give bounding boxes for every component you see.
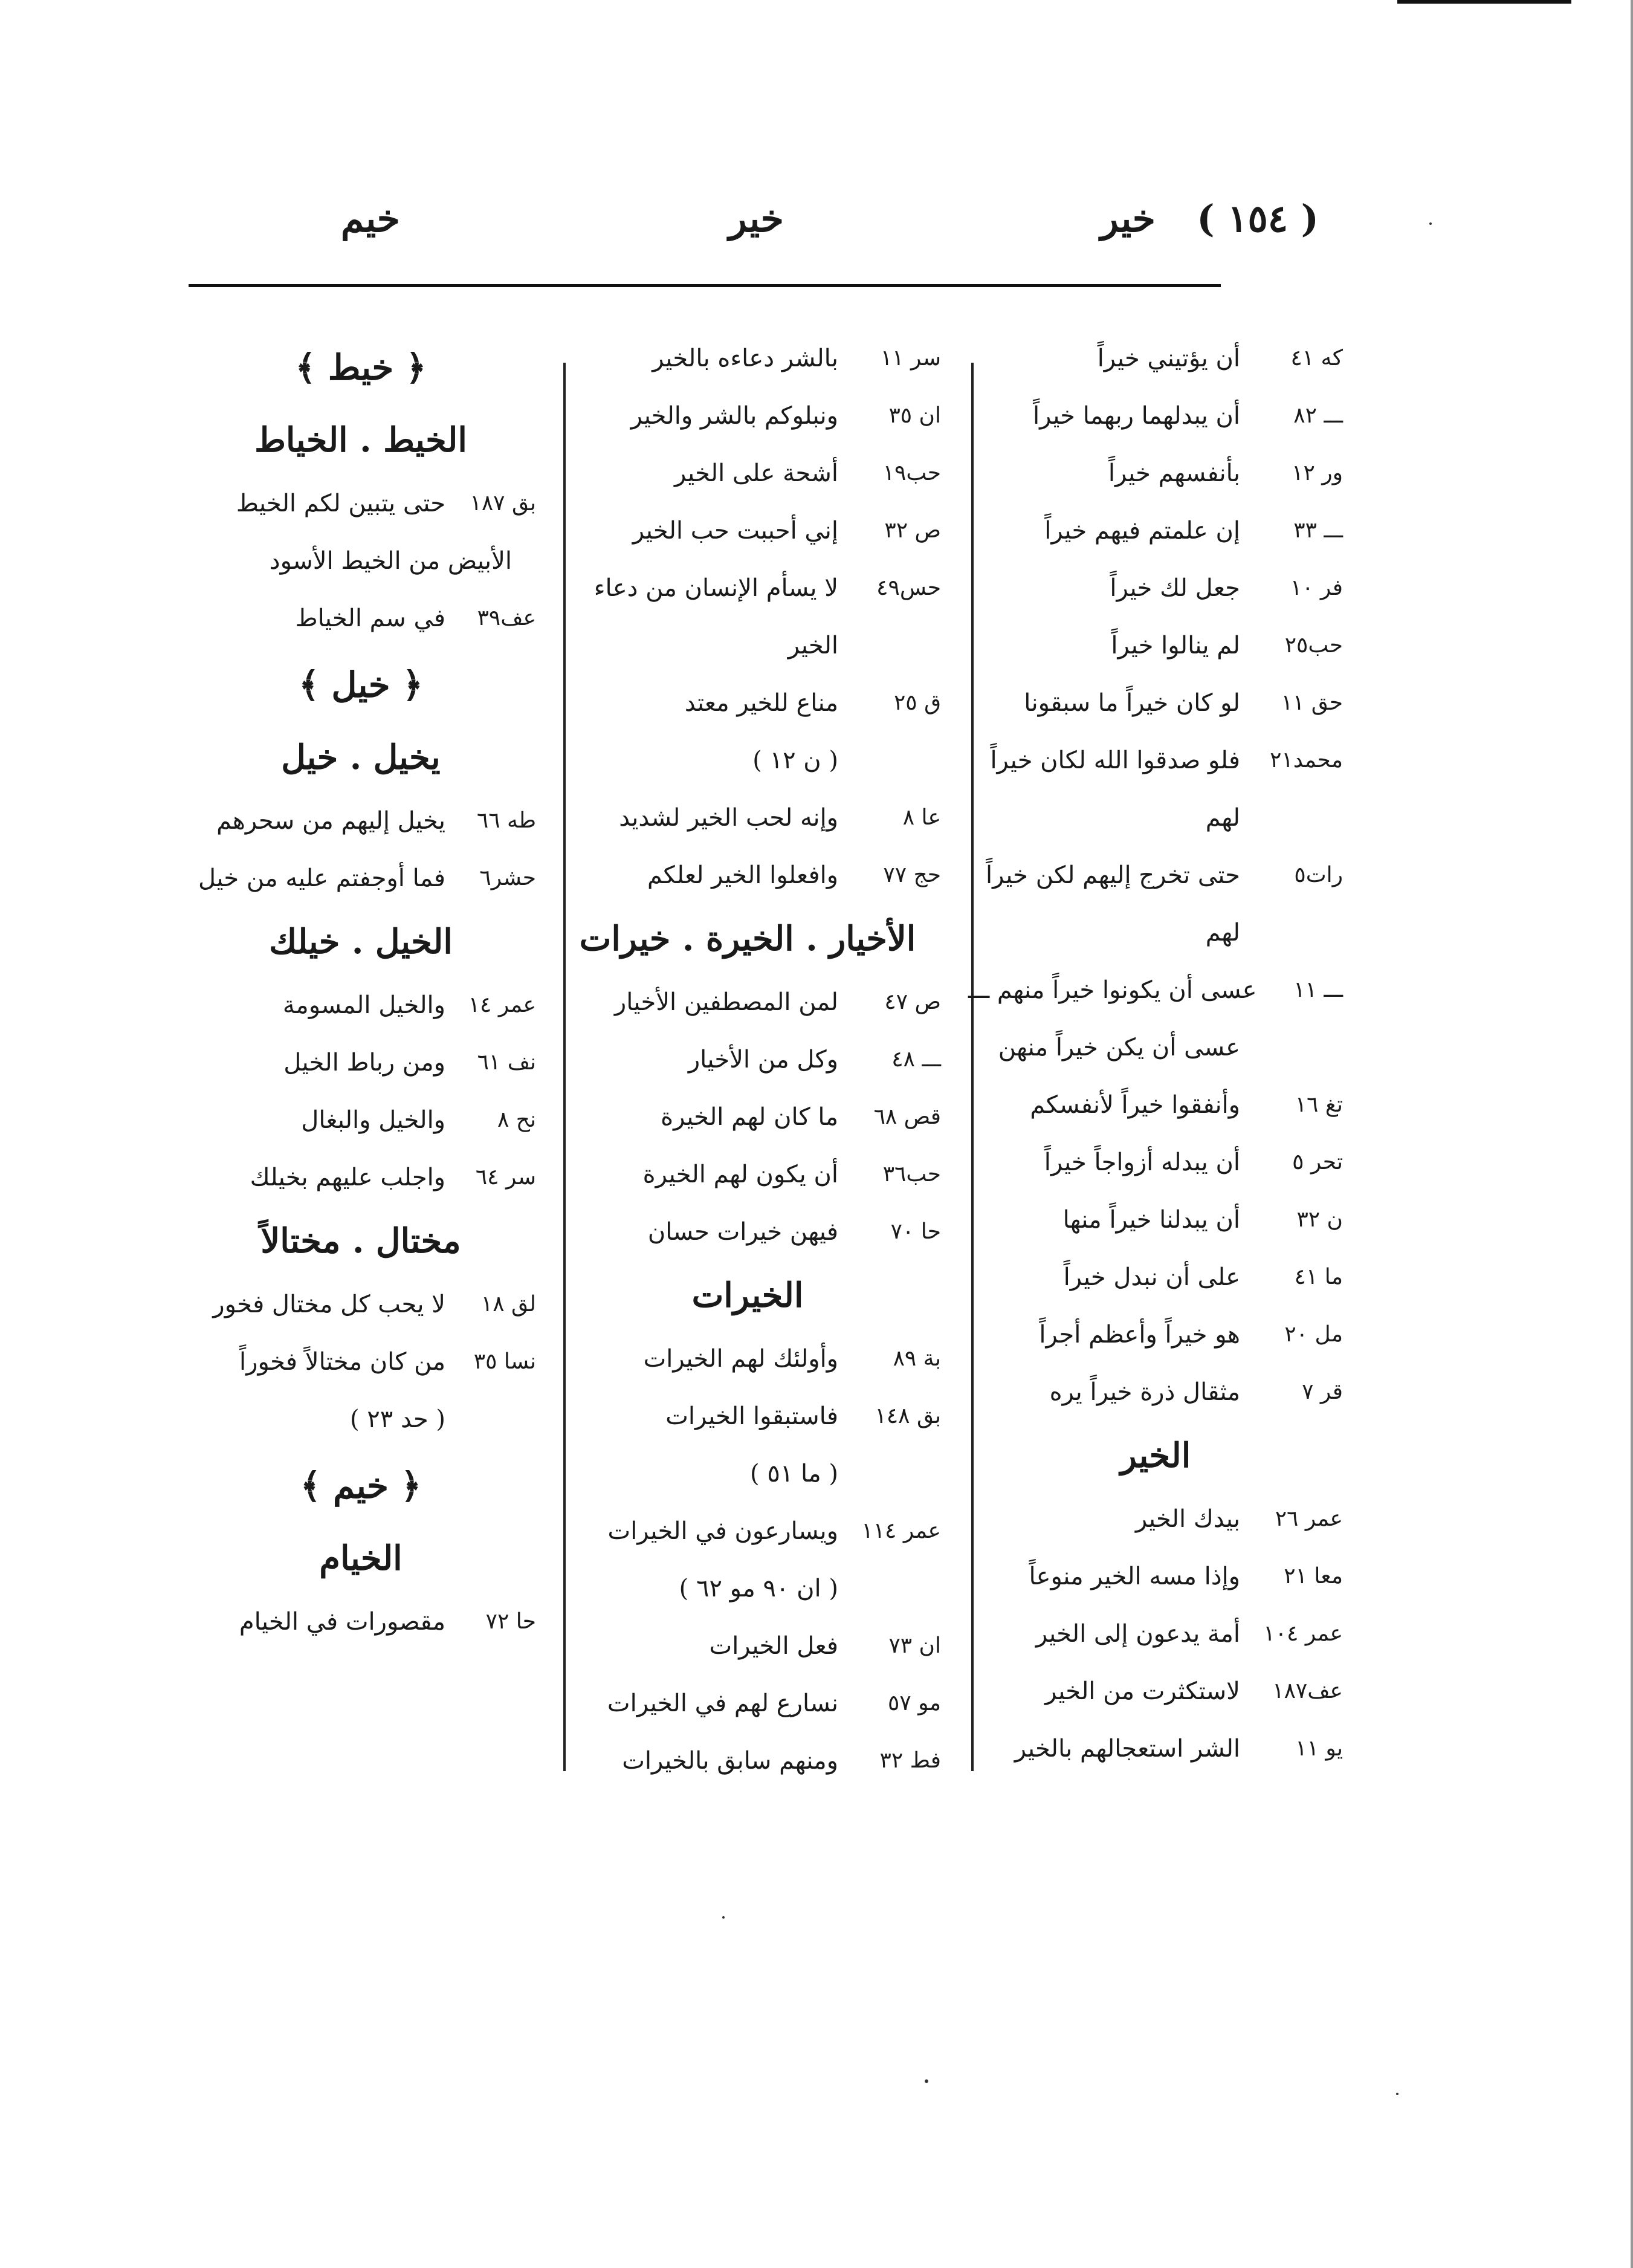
entry-row: ـــ ١١ عسى أن يكونوا خيراً منهم ـــ xyxy=(968,976,1343,1004)
section-heading: الخيرات xyxy=(691,1275,804,1315)
entry-row: لق ١٨ لا يحب كل مختال فخور xyxy=(213,1290,536,1318)
entry-row: حق ١١ لو كان خيراً ما سبقونا xyxy=(1024,688,1343,717)
entry-row: لهم xyxy=(1205,918,1240,947)
entry-row: الخير xyxy=(787,631,838,659)
scan-speck xyxy=(1429,222,1432,225)
right-column xyxy=(968,329,1343,1777)
entry-row: ـــ ٤٨ وكل من الأخيار xyxy=(688,1045,941,1074)
entry-row: حا ٧٠ فيهن خيرات حسان xyxy=(647,1217,941,1246)
entry-row: لهم xyxy=(1205,803,1240,832)
entry-row: تحر ٥ أن يبدله أزواجاً خيراً xyxy=(1044,1148,1343,1176)
scan-speck xyxy=(925,2079,928,2083)
entry-row: مل ٢٠ هو خيراً وأعظم أجراً xyxy=(1039,1320,1343,1349)
entry-row: طه ٦٦ يخيل إليهم من سحرهم xyxy=(216,806,536,835)
entry-row: حا ٧٢ مقصورات في الخيام xyxy=(239,1607,536,1636)
entry-row: تغ ١٦ وأنفقوا خيراً لأنفسكم xyxy=(1030,1090,1343,1119)
entry-row: فر ١٠ جعل لك خيراً xyxy=(1110,574,1343,602)
entry-row: فط ٣٢ ومنهم سابق بالخيرات xyxy=(622,1746,941,1775)
entry-row: ان ٧٣ فعل الخيرات xyxy=(709,1631,941,1660)
section-heading: يخيل . خيل xyxy=(281,737,441,777)
scan-speck xyxy=(722,1916,725,1919)
entry-row: معا ٢١ وإذا مسه الخير منوعاً xyxy=(1029,1562,1343,1590)
root-heading: ﴿ خيط ﴾ xyxy=(295,346,427,388)
entry-row: رات٥ حتى تخرج إليهم لكن خيراً xyxy=(986,861,1343,889)
root-heading: ﴿ خيم ﴾ xyxy=(300,1465,422,1506)
entry-row: ق ٢٥ مناع للخير معتد xyxy=(684,688,941,717)
header-word-middle: خير xyxy=(728,196,784,241)
entry-row: عمر ١٠٤ أمة يدعون إلى الخير xyxy=(1035,1619,1343,1648)
entry-row: ن ٣٢ أن يبدلنا خيراً منها xyxy=(1062,1205,1343,1234)
left-column xyxy=(186,329,536,1650)
entry-row: ما ٤١ على أن نبدل خيراً xyxy=(1063,1263,1343,1291)
entry-row: ـــ ٣٣ إن علمتم فيهم خيراً xyxy=(1044,516,1343,545)
section-heading: الخيام xyxy=(319,1538,403,1578)
section-heading: الخيط . الخياط xyxy=(254,420,467,460)
entry-row: بة ٨٩ وأولئك لهم الخيرات xyxy=(643,1344,941,1373)
entry-row: مو ٥٧ نسارع لهم في الخيرات xyxy=(607,1689,941,1717)
header-word-right: خير xyxy=(1100,196,1156,241)
section-heading: الخير xyxy=(1120,1435,1191,1476)
entry-row: كه ٤١ أن يؤتيني خيراً xyxy=(1097,344,1343,372)
entry-row: ص ٣٢ إني أحببت حب الخير xyxy=(632,516,941,545)
entry-row: عمر ١٤ والخيل المسومة xyxy=(282,991,536,1019)
entry-row: ( حد ٢٣ ) xyxy=(349,1405,445,1433)
entry-row: سر ١١ بالشر دعاءه بالخير xyxy=(652,344,941,372)
section-heading: مختال . مختالاً xyxy=(260,1220,461,1261)
header-word-left: خيم xyxy=(340,196,400,241)
entry-row: نف ٦١ ومن رباط الخيل xyxy=(283,1048,536,1077)
entry-row: ( ن ١٢ ) xyxy=(752,746,838,774)
entry-row: عمر ١١٤ ويسارعون في الخيرات xyxy=(607,1517,941,1545)
scan-speck xyxy=(1396,2093,1399,2095)
entry-row: ص ٤٧ لمن المصطفين الأخيار xyxy=(614,988,941,1016)
entry-row: عف١٨٧ لاستكثرت من الخير xyxy=(1045,1677,1343,1705)
entry-row: حج ٧٧ وافعلوا الخير لعلكم xyxy=(647,861,941,889)
entry-row: يو ١١ الشر استعجالهم بالخير xyxy=(1014,1734,1343,1763)
entry-row: عا ٨ وإنه لحب الخير لشديد xyxy=(619,803,941,832)
entry-row: عمر ٢٦ بيدك الخير xyxy=(1135,1505,1343,1533)
scan-edge xyxy=(1631,0,1633,2268)
root-heading: ﴿ خيل ﴾ xyxy=(299,664,423,705)
section-heading: الخيل . خيلك xyxy=(269,921,453,962)
entry-row: قص ٦٨ ما كان لهم الخيرة xyxy=(661,1103,941,1131)
header-rule xyxy=(189,284,1221,287)
entry-row: بق ١٨٧ حتى يتبين لكم الخيط xyxy=(236,489,536,517)
entry-row: سر ٦٤ واجلب عليهم بخيلك xyxy=(250,1163,536,1191)
entry-row: عسى أن يكن خيراً منهن xyxy=(998,1033,1240,1061)
entry-row: عف٣٩ في سم الخياط xyxy=(295,604,536,632)
section-heading: الأخيار . الخيرة . خيرات xyxy=(579,918,916,959)
entry-row: ـــ ٨٢ أن يبدلهما ربهما خيراً xyxy=(1033,401,1343,430)
entry-row: بق ١٤٨ فاستبقوا الخيرات xyxy=(665,1402,941,1430)
entry-row: حب٢٥ لم ينالوا خيراً xyxy=(1111,631,1343,659)
middle-column xyxy=(554,329,941,1789)
page-number: ( ١٥٤ ) xyxy=(1197,196,1319,241)
entry-row: حس٤٩ لا يسأم الإنسان من دعاء xyxy=(593,574,941,602)
entry-row: ور ١٢ بأنفسهم خيراً xyxy=(1108,459,1343,487)
entry-row: حب١٩ أشحة على الخير xyxy=(674,459,941,487)
entry-row: نح ٨ والخيل والبغال xyxy=(301,1106,536,1134)
entry-row: الأبيض من الخيط الأسود xyxy=(269,546,512,575)
entry-row: ( ان ٩٠ مو ٦٢ ) xyxy=(679,1574,838,1602)
entry-row: ان ٣٥ ونبلوكم بالشر والخير xyxy=(630,401,941,430)
entry-row: نسا ٣٥ من كان مختالاً فخوراً xyxy=(239,1347,536,1376)
entry-row: حب٣٦ أن يكون لهم الخيرة xyxy=(642,1160,941,1188)
entry-row: ( ما ٥١ ) xyxy=(750,1459,838,1488)
entry-row: محمد٢١ فلو صدقوا الله لكان خيراً xyxy=(990,746,1343,774)
entry-row: حشر٦ فما أوجفتم عليه من خيل xyxy=(198,864,536,892)
entry-row: قر ٧ مثقال ذرة خيراً يره xyxy=(1049,1378,1343,1406)
top-edge-bar xyxy=(1397,0,1571,4)
